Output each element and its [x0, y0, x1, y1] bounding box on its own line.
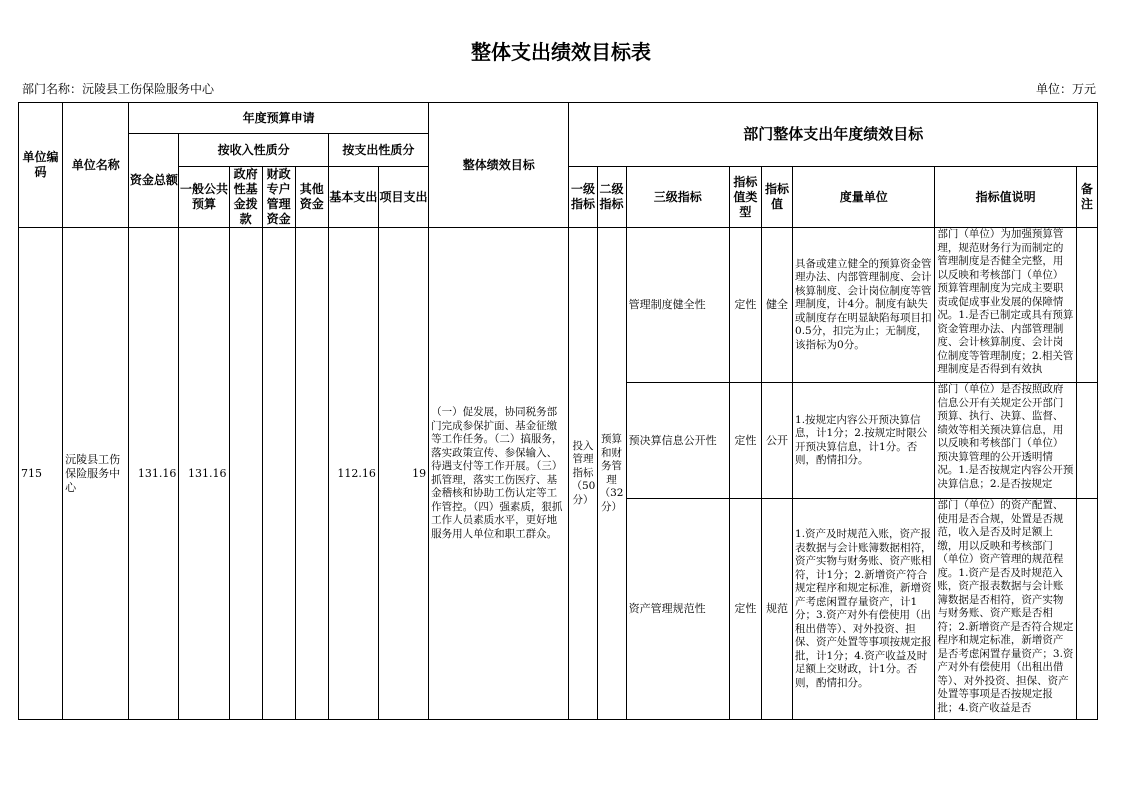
- cell-general-budget: 131.16: [179, 228, 229, 720]
- cell-gov-fund: [229, 228, 262, 720]
- cell-remark-1: [1076, 228, 1097, 383]
- header-basic-expense: 基本支出: [328, 167, 378, 228]
- explain-text-2: 部门（单位）是否按照政府信息公开有关规定公开部门预算、执行、决算、监督、绩效等相关预决算信息，用以反映和考核部门（单位）预决算管理的公开透明情况。1.是否按规定内容公开预决算信息；2.是否按规定: [937, 383, 1074, 490]
- cell-basic-expense: 112.16: [328, 228, 378, 720]
- header-level1: 一级指标: [569, 167, 597, 228]
- cell-measure-3: [793, 499, 935, 720]
- header-unit-code: 单位编码: [19, 103, 63, 228]
- header-finance-special: 财政专户管理资金: [262, 167, 295, 228]
- cell-other-funds: [295, 228, 328, 720]
- cell-value-3: 规范: [761, 499, 792, 720]
- performance-goal-table: [18, 102, 1098, 720]
- header-measure: 度量单位: [793, 167, 935, 228]
- cell-remark-3: [1076, 499, 1097, 720]
- header-other-funds: 其他资金: [295, 167, 328, 228]
- cell-remark-2: [1076, 383, 1097, 499]
- cell-type-3: 定性: [729, 499, 761, 720]
- cell-explain-2: [935, 383, 1076, 499]
- header-overall-goal: 整体绩效目标: [429, 103, 569, 228]
- department-name: 部门名称：沅陵县工伤保险服务中心: [22, 82, 215, 96]
- cell-project-expense: 19: [378, 228, 428, 720]
- cell-value-2: 公开: [761, 383, 792, 499]
- page-title: 整体支出绩效目标表: [471, 40, 651, 64]
- cell-explain-1: [935, 228, 1076, 383]
- header-by-income: 按收入性质分: [179, 134, 328, 167]
- header-value: 指标值: [761, 167, 792, 228]
- cell-level1: 投入管理指标（50分）: [569, 228, 597, 720]
- header-level3: 三级指标: [626, 167, 729, 228]
- cell-level3-2: 预决算信息公开性: [626, 383, 729, 499]
- explain-text-3: 部门（单位）的资产配置、使用是否合规，处置是否规范，收入是否及时足额上缴，用以反映和考核部门（单位）资产管理的规范程度。1.资产是否及时规范入账，资产报表数据与会计账簿数据是否相符，资产实物与财务账、资产账是否相符；2.新增资产是否符合规定程序和规定标准，新增资产是否考虑闲置存量资产；3.资产对外有偿使用（出租出借等）、对外投资、担保、资产处置等事项是否按规定报批；4.资产收益是否: [937, 499, 1074, 714]
- cell-level3-3: 资产管理规范性: [626, 499, 729, 720]
- cell-measure-2: 1.按规定内容公开预决算信息，计1分；2.按规定时限公开预决算信息，计1分。否则，酌情扣分。: [793, 383, 935, 499]
- header-level2: 二级指标: [597, 167, 626, 228]
- cell-overall-goal: （一）促发展，协同税务部门完成参保扩面、基金征缴等工作任务。（二）搞服务，落实政策宣传、参保输入、待遇支付等工作开展。（三）抓管理，落实工伤医疗、基金稽核和协助工伤认定等工作管控。（四）强素质，狠抓工作人员素质水平，更好地服务用人单位和职工群众。: [429, 228, 569, 720]
- header-explain: 指标值说明: [935, 167, 1076, 228]
- cell-type-2: 定性: [729, 383, 761, 499]
- cell-finance-special: [262, 228, 295, 720]
- header-unit-name: 单位名称: [63, 103, 129, 228]
- cell-type-1: 定性: [729, 228, 761, 383]
- cell-level2: 预算和财务管理（32分）: [597, 228, 626, 720]
- cell-unit-code: 715: [19, 228, 63, 720]
- cell-unit-name: 沅陵县工伤保险服务中心: [63, 228, 129, 720]
- header-annual-budget: 年度预算申请: [129, 103, 429, 134]
- header-project-expense: 项目支出: [378, 167, 428, 228]
- cell-level3-1: 管理制度健全性: [626, 228, 729, 383]
- header-dept-goal: 部门整体支出年度绩效目标: [569, 103, 1098, 167]
- header-value-type: 指标值类型: [729, 167, 761, 228]
- cell-explain-3: [935, 499, 1076, 720]
- header-total-funds: 资金总额: [129, 134, 179, 228]
- currency-unit: 单位：万元: [1035, 82, 1096, 96]
- explain-text-1: 部门（单位）为加强预算管理，规范财务行为而制定的管理制度是否健全完整，用以反映和考核部门（单位）预算管理制度为完成主要职责或促成事业发展的保障情况。1.是否已制定或具有预算资金管理办法、内部管理制度、会计核算制度、会计岗位制度等管理制度；2.相关管理制度是否得到有效执: [937, 228, 1074, 375]
- header-gov-fund: 政府性基金拨款: [229, 167, 262, 228]
- cell-total-funds: 131.16: [129, 228, 179, 720]
- cell-measure-1: 具备或建立健全的预算资金管理办法、内部管理制度、会计核算制度、会计岗位制度等管理制度，计4分。制度有缺失或制度存在明显缺陷每项目扣0.5分，扣完为止；无制度，该指标为0分。: [793, 228, 935, 383]
- cell-value-1: 健全: [761, 228, 792, 383]
- header-general-budget: 一般公共预算: [179, 167, 229, 228]
- measure-text-3: 1.资产及时规范入账，资产报表数据与会计账簿数据相符，资产实物与财务账、资产账相符，计1分；2.新增资产符合规定程序和规定标准，新增资产考虑闲置存量资产，计1分；3.资产对外有偿使用（出租出借等）、对外投资、担保、资产处置等事项按规定报批，计1分；4.资产收益及时足额上交财政，计1分。否则，酌情扣分。: [795, 528, 932, 689]
- header-by-expense: 按支出性质分: [328, 134, 428, 167]
- header-remark: 备注: [1076, 167, 1097, 228]
